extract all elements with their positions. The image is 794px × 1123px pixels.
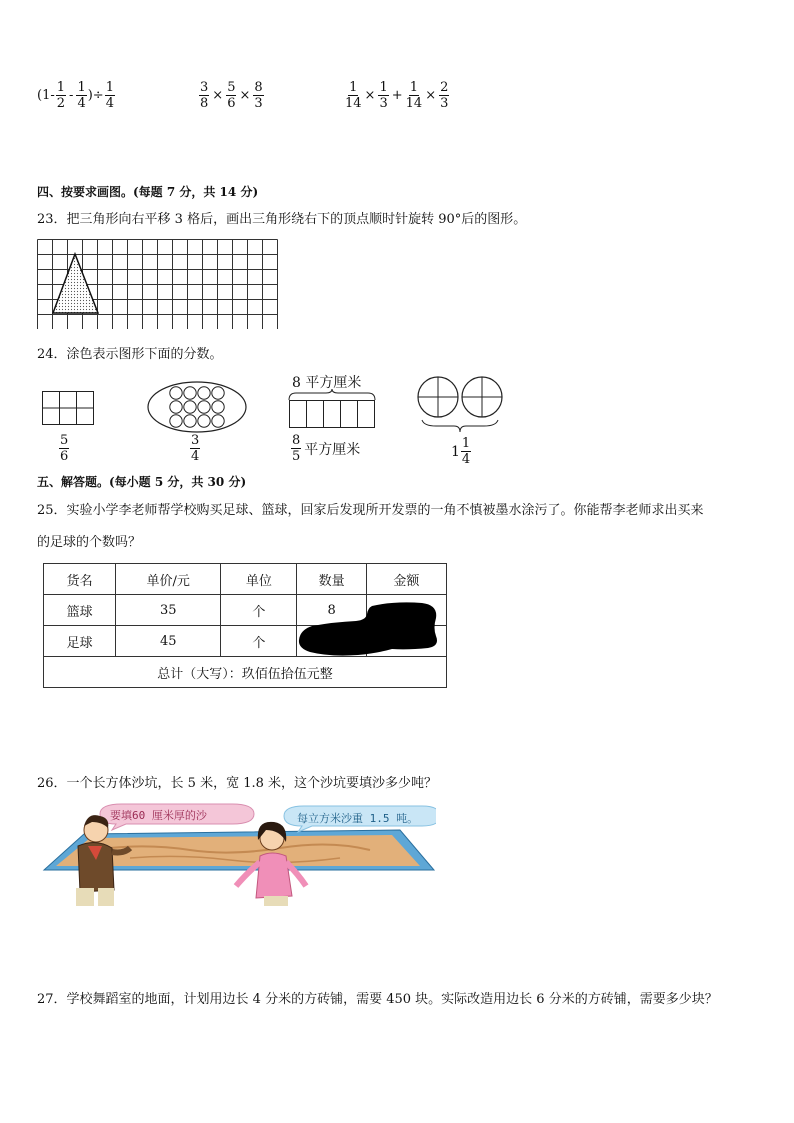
table-header: 金额 bbox=[366, 564, 446, 595]
ellipse-circles-shape bbox=[147, 380, 249, 436]
expression-1 bbox=[37, 80, 116, 111]
fraction-label-2: $\frac{3}{4}$ bbox=[191, 433, 200, 464]
fraction: $\frac{2}{3}$ bbox=[440, 80, 449, 111]
fraction: $\frac{1}{14}$ bbox=[405, 80, 423, 111]
question-24: 24．涂色表示图形下面的分数。 bbox=[37, 347, 223, 362]
operator: × bbox=[425, 88, 437, 103]
table-row bbox=[44, 564, 447, 595]
operator: × bbox=[364, 88, 376, 103]
section-title: 五、解答题。(每小题 5 分，共 30 分) bbox=[37, 475, 247, 489]
fraction: $\frac{1}{4}$ bbox=[105, 80, 114, 111]
speech-bubble-left: 要填60 厘米厚的沙 bbox=[110, 809, 207, 822]
fraction: $\frac{1}{4}$ bbox=[77, 80, 86, 111]
table-cell: 45 bbox=[116, 626, 221, 657]
fraction: $\frac{1}{14}$ bbox=[345, 80, 362, 111]
table-cell: 个 bbox=[221, 626, 297, 657]
question-26: 26．一个长方体沙坑，长 5 米，宽 1.8 米，这个沙坑要填沙多少吨？ bbox=[37, 776, 438, 791]
speech-bubble-right: 每立方米沙重 1.5 吨。 bbox=[297, 812, 419, 825]
expr-text: (1- bbox=[37, 88, 55, 103]
fraction: $\frac{8}{3}$ bbox=[254, 80, 263, 111]
fraction-label-3: $\frac{8}{5}$ 平方厘米 bbox=[292, 433, 361, 464]
bar-with-brace-shape bbox=[288, 389, 378, 431]
question-23: 23．把三角形向右平移 3 格后，画出三角形绕右下的顶点顺时针旋转 90°后的图形。 bbox=[37, 212, 527, 227]
fraction: $\frac{3}{8}$ bbox=[200, 80, 209, 111]
table-cell: 足球 bbox=[44, 626, 116, 657]
area-label: 8 平方厘米 bbox=[292, 375, 362, 391]
table-cell: 篮球 bbox=[44, 595, 116, 626]
table-header: 货名 bbox=[44, 564, 116, 595]
expression-2 bbox=[198, 80, 265, 111]
table-cell: 8 bbox=[297, 595, 366, 626]
table-total: 总计（大写）：玖佰伍拾伍元整 bbox=[44, 657, 447, 688]
two-circles-shape bbox=[416, 376, 508, 434]
expression-3 bbox=[344, 80, 450, 111]
table-row bbox=[44, 657, 447, 688]
operator: + bbox=[391, 88, 403, 103]
expr-text: )÷ bbox=[87, 88, 104, 103]
ink-blot bbox=[296, 600, 444, 658]
fraction: $\frac{1}{2}$ bbox=[56, 80, 66, 111]
triangle-shape bbox=[53, 254, 98, 313]
operator: × bbox=[239, 88, 251, 103]
question-25-line-2: 的足球的个数吗？ bbox=[37, 535, 142, 550]
question-25-line-1: 25．实验小学李老师帮学校购买足球、篮球，回家后发现所开发票的一角不慎被墨水涂污了。你能帮李老师求出买来 bbox=[37, 503, 704, 518]
section-title: 四、按要求画图。(每题 7 分，共 14 分) bbox=[37, 185, 259, 199]
question-27: 27．学校舞蹈室的地面，计划用边长 4 分米的方砖铺，需要 450 块。实际改造用边长 6 分米的方砖铺，需要多少块？ bbox=[37, 992, 718, 1007]
table-header: 单价/元 bbox=[116, 564, 221, 595]
fraction-label-1: $\frac{5}{6}$ bbox=[60, 433, 69, 464]
fraction: $\frac{5}{6}$ bbox=[227, 80, 236, 111]
table-header: 单位 bbox=[221, 564, 297, 595]
operator: - bbox=[69, 88, 74, 103]
mixed-fraction-label: 1 $\frac{1}{4}$ bbox=[451, 436, 471, 467]
rectangle-grid-shape bbox=[42, 391, 96, 427]
operator: × bbox=[212, 88, 224, 103]
fraction: $\frac{1}{3}$ bbox=[379, 80, 388, 111]
table-cell: 个 bbox=[221, 595, 297, 626]
grid-with-triangle bbox=[37, 239, 280, 329]
table-header: 数量 bbox=[297, 564, 366, 595]
table-cell: 35 bbox=[116, 595, 221, 626]
